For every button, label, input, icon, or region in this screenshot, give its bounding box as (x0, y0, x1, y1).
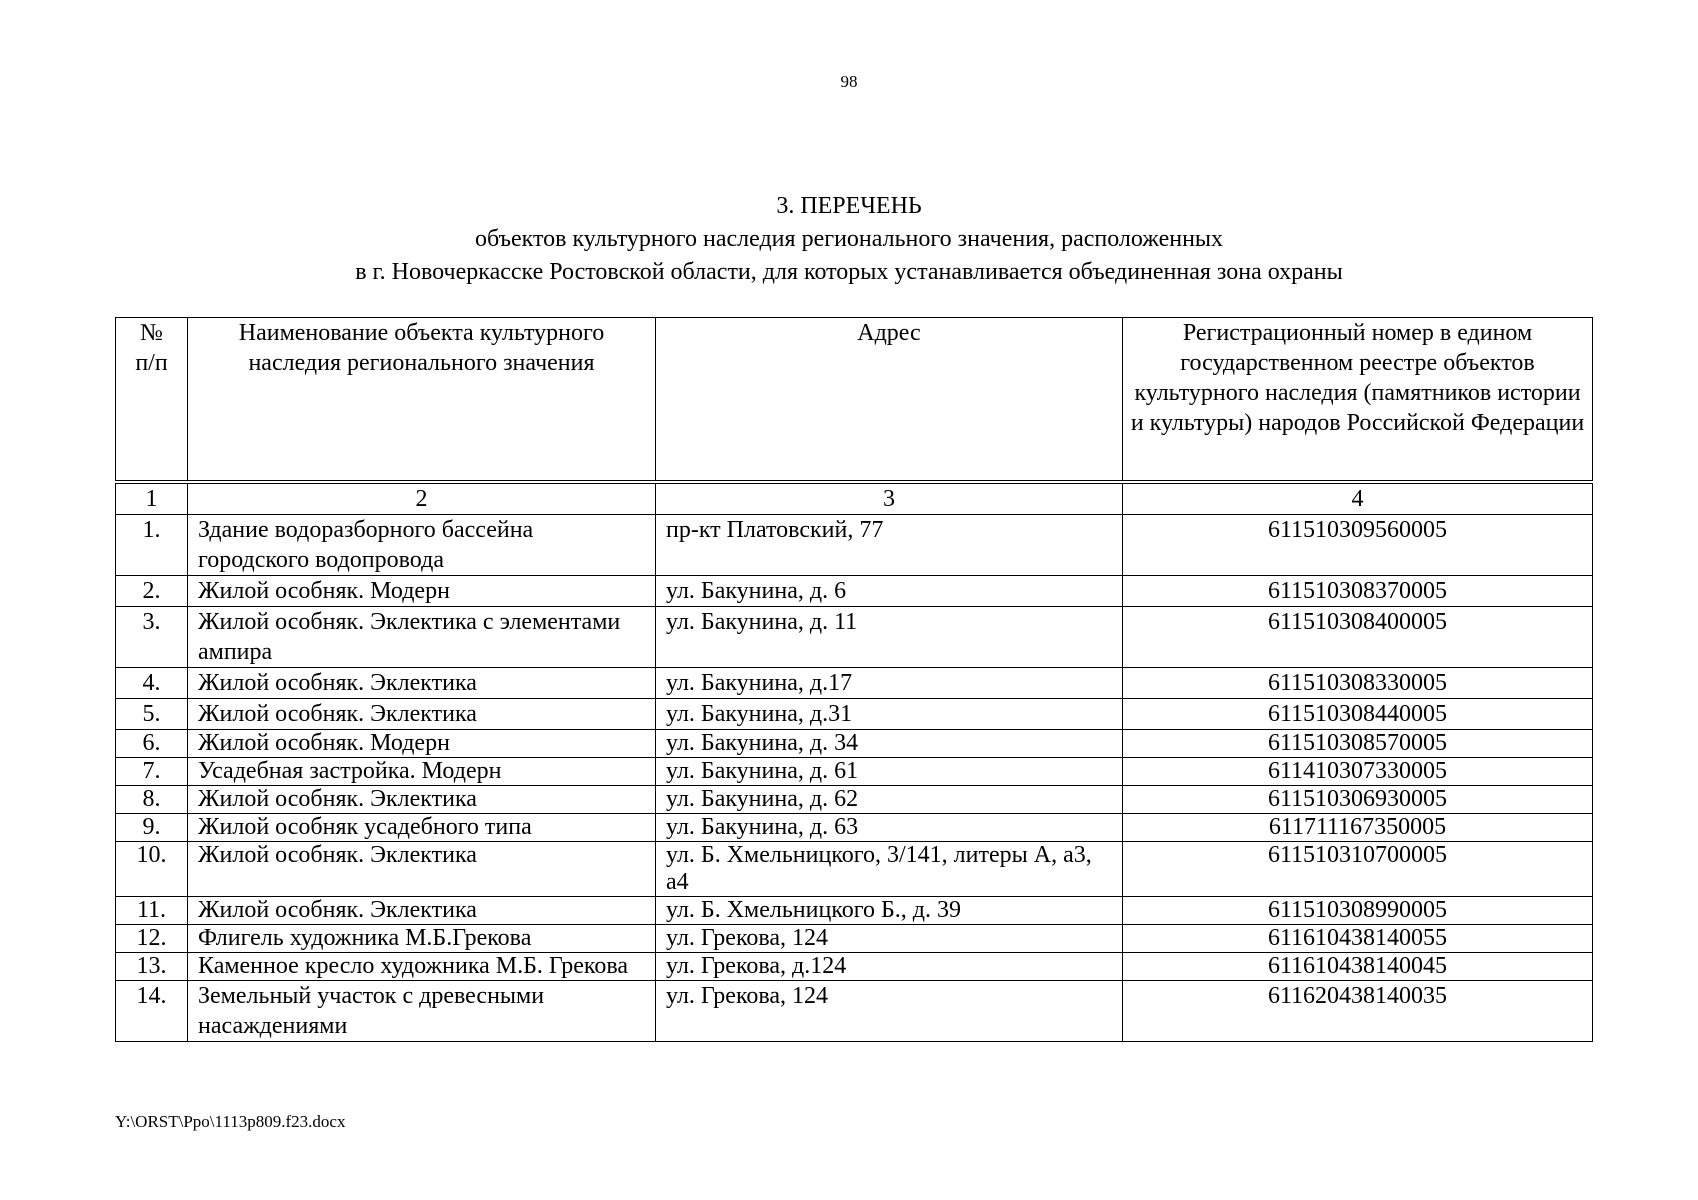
object-address: ул. Б. Хмельницкого, 3/141, литеры А, а3, а4 (656, 842, 1123, 897)
object-address: ул. Бакунина, д. 61 (656, 758, 1123, 786)
object-address: ул. Бакунина, д. 34 (656, 730, 1123, 758)
registration-number: 611510308330005 (1123, 668, 1593, 699)
heritage-objects-table (115, 317, 1593, 1042)
file-path-footer: Y:\ORST\Ppo\1113p809.f23.docx (115, 1112, 346, 1131)
row-number: 6. (116, 730, 188, 758)
object-name: Жилой особняк. Эклектика (188, 786, 656, 814)
table-row (116, 758, 1593, 786)
registration-number: 611510306930005 (1123, 786, 1593, 814)
registration-number: 611610438140045 (1123, 953, 1593, 981)
object-name: Земельный участок с древесными насаждениями (188, 981, 656, 1042)
object-address: ул. Бакунина, д. 62 (656, 786, 1123, 814)
object-name: Здание водоразборного бассейна городского водопровода (188, 515, 656, 576)
header-address: Адрес (656, 318, 1123, 483)
column-number: 1 (116, 482, 188, 515)
table-row (116, 897, 1593, 925)
object-address: ул. Бакунина, д.17 (656, 668, 1123, 699)
registration-number: 611610438140055 (1123, 925, 1593, 953)
column-number-row (116, 482, 1593, 515)
table-row (116, 576, 1593, 607)
object-name: Жилой особняк. Эклектика (188, 842, 656, 897)
object-address: пр-кт Платовский, 77 (656, 515, 1123, 576)
row-number: 3. (116, 607, 188, 668)
row-number: 5. (116, 699, 188, 730)
registration-number: 611510308400005 (1123, 607, 1593, 668)
object-name: Жилой особняк. Эклектика с элементами ампира (188, 607, 656, 668)
registration-number: 611410307330005 (1123, 758, 1593, 786)
row-number: 7. (116, 758, 188, 786)
table-row (116, 668, 1593, 699)
row-number: 12. (116, 925, 188, 953)
table-row (116, 786, 1593, 814)
object-name: Флигель художника М.Б.Грекова (188, 925, 656, 953)
registration-number: 611510308570005 (1123, 730, 1593, 758)
registration-number: 611620438140035 (1123, 981, 1593, 1042)
object-name: Усадебная застройка. Модерн (188, 758, 656, 786)
row-number: 8. (116, 786, 188, 814)
registration-number: 611510308990005 (1123, 897, 1593, 925)
registration-number: 611510310700005 (1123, 842, 1593, 897)
object-address: ул. Бакунина, д. 6 (656, 576, 1123, 607)
row-number: 9. (116, 814, 188, 842)
object-name: Жилой особняк. Эклектика (188, 699, 656, 730)
table-row (116, 981, 1593, 1042)
object-address: ул. Грекова, д.124 (656, 953, 1123, 981)
object-name: Каменное кресло художника М.Б. Грекова (188, 953, 656, 981)
object-name: Жилой особняк. Эклектика (188, 897, 656, 925)
object-address: ул. Бакунина, д. 11 (656, 607, 1123, 668)
object-address: ул. Бакунина, д.31 (656, 699, 1123, 730)
header-name: Наименование объекта культурного наследия регионального значения (188, 318, 656, 483)
table-row (116, 699, 1593, 730)
table-row (116, 953, 1593, 981)
column-number: 4 (1123, 482, 1593, 515)
table-row (116, 925, 1593, 953)
document-title (0, 190, 1698, 289)
table-row (116, 842, 1593, 897)
header-number: № п/п (116, 318, 188, 483)
row-number: 4. (116, 668, 188, 699)
row-number: 10. (116, 842, 188, 897)
registration-number: 611510308370005 (1123, 576, 1593, 607)
header-registration: Регистрационный номер в едином государственном реестре объектов культурного наследия (памятников истории и культуры) народов Российской Федерации (1123, 318, 1593, 483)
object-name: Жилой особняк. Модерн (188, 576, 656, 607)
table-header-row (116, 318, 1593, 483)
object-name: Жилой особняк. Модерн (188, 730, 656, 758)
registration-number: 611711167350005 (1123, 814, 1593, 842)
row-number: 2. (116, 576, 188, 607)
table-row (116, 607, 1593, 668)
column-number: 3 (656, 482, 1123, 515)
table-row (116, 730, 1593, 758)
row-number: 11. (116, 897, 188, 925)
title-subtitle-line2: в г. Новочеркасске Ростовской области, для которых устанавливается объединенная зона охраны (355, 259, 1343, 285)
table-row (116, 515, 1593, 576)
object-address: ул. Б. Хмельницкого Б., д. 39 (656, 897, 1123, 925)
row-number: 13. (116, 953, 188, 981)
registration-number: 611510308440005 (1123, 699, 1593, 730)
object-address: ул. Грекова, 124 (656, 925, 1123, 953)
object-address: ул. Грекова, 124 (656, 981, 1123, 1042)
title-subtitle-line1: объектов культурного наследия регионального значения, расположенных (474, 226, 1224, 252)
title-heading: 3. ПЕРЕЧЕНЬ (776, 193, 922, 219)
row-number: 1. (116, 515, 188, 576)
registration-number: 611510309560005 (1123, 515, 1593, 576)
row-number: 14. (116, 981, 188, 1042)
table-row (116, 814, 1593, 842)
object-name: Жилой особняк усадебного типа (188, 814, 656, 842)
column-number: 2 (188, 482, 656, 515)
page-number: 98 (840, 72, 858, 91)
object-name: Жилой особняк. Эклектика (188, 668, 656, 699)
object-address: ул. Бакунина, д. 63 (656, 814, 1123, 842)
